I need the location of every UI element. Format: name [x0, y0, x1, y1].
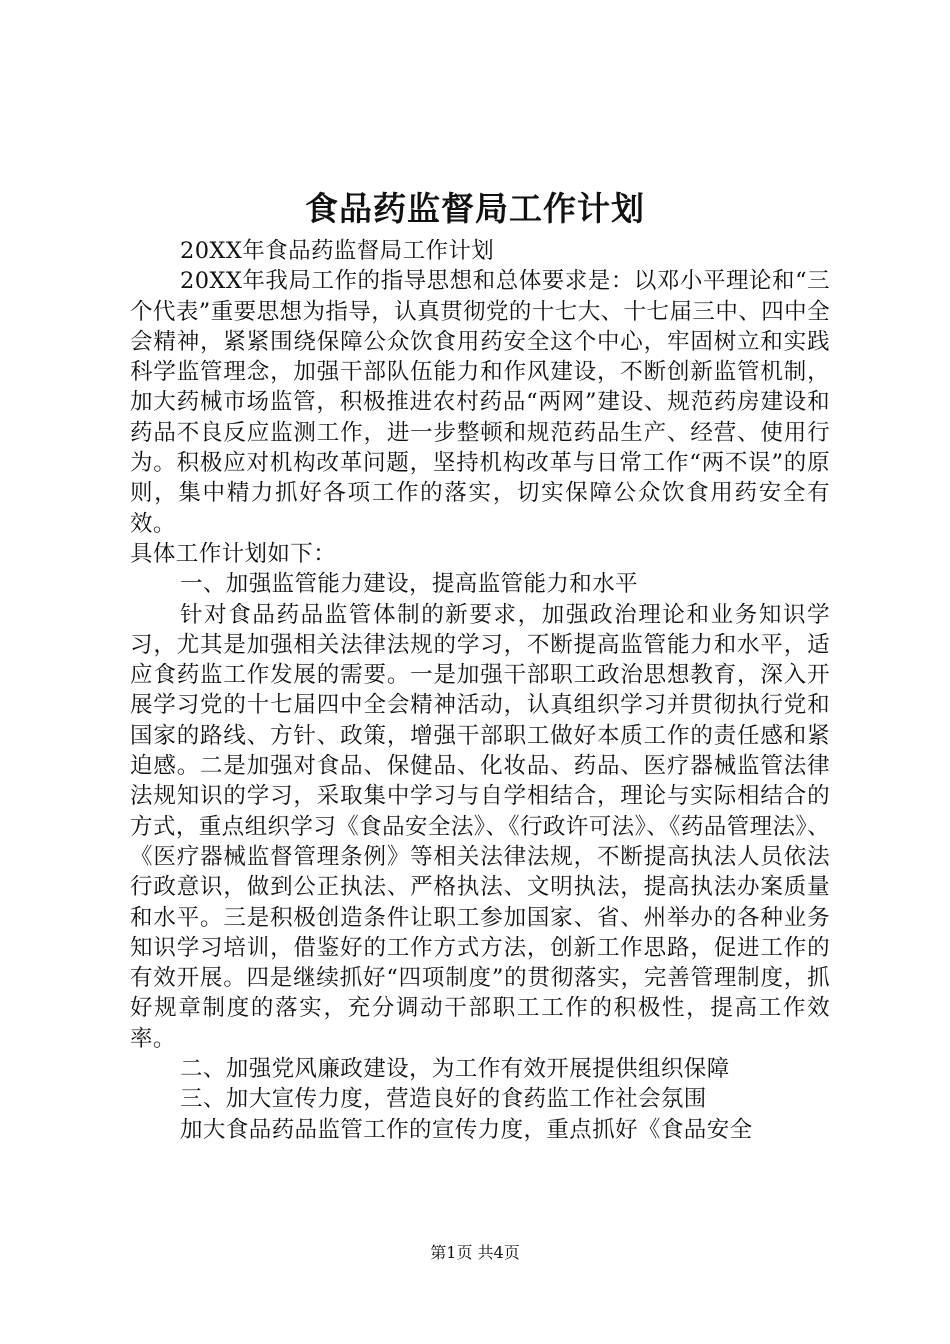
document-title: 食品药监督局工作计划: [305, 189, 645, 228]
section-1-paragraph: 针对食品药品监管体制的新要求，加强政治理论和业务知识学习，尤其是加强相关法律法规的学习，不断提高监管能力和水平，适应食药监工作发展的需要。一是加强干部职工政治思想教育，深入开展学习党的十七届四中全会精神活动，认真组织学习并贯彻执行党和国家的路线、方针、政策，增强干部职工做好本质工作的责任感和紧迫感。二是加强对食品、保健品、化妆品、药品、医疗器械监管法律法规知识的学习，采取集中学习与自学相结合，理论与实际相结合的方式，重点组织学习《食品安全法》、《行政许可法》、《药品管理法》、《医疗器械监督管理条例》等相关法律法规，不断提高执法人员依法行政意识，做到公正执法、严格执法、文明执法，提高执法办案质量和水平。三是积极创造条件让职工参加国家、省、州举办的各种业务知识学习培训，借鉴好的工作方式方法，创新工作思路，促进工作的有效开展。四是继续抓好“四项制度”的贯彻落实，完善管理制度，抓好规章制度的落实，充分调动干部职工工作的积极性，提高工作效率。: [130, 601, 830, 1052]
document-body: [130, 236, 830, 1145]
intro-paragraph: 20XX年我局工作的指导思想和总体要求是：以邓小平理论和“三个代表”重要思想为指导，认真贯彻党的十七大、十七届三中、四中全会精神，紧紧围绕保障公众饮食用药安全这个中心，牢固树立和实践科学监管理念，加强干部队伍能力和作风建设，不断创新监管机制，加大药械市场监管，积极推进农村药品“两网”建设、规范药房建设和药品不良反应监测工作，进一步整顿和规范药品生产、经营、使用行为。积极应对机构改革问题，坚持机构改革与日常工作“两不误”的原则，集中精力抓好各项工作的落实，切实保障公众饮食用药安全有效。: [130, 268, 830, 537]
plan-intro-line: 具体工作计划如下：: [130, 540, 337, 567]
section-heading-1: 一、加强监管能力建设，提高监管能力和水平: [180, 571, 639, 598]
section-heading-3: 三、加大宣传力度，营造良好的食药监工作社会氛围: [180, 1086, 707, 1113]
subtitle-paragraph: 20XX年食品药监督局工作计划: [180, 238, 495, 264]
section-heading-2: 二、加强党风廉政建设，为工作有效开展提供组织保障: [180, 1056, 730, 1083]
section-3-paragraph: 加大食品药品监管工作的宣传力度，重点抓好《食品安全: [180, 1116, 753, 1143]
page-footer: 第1页 共4页: [430, 1243, 520, 1262]
